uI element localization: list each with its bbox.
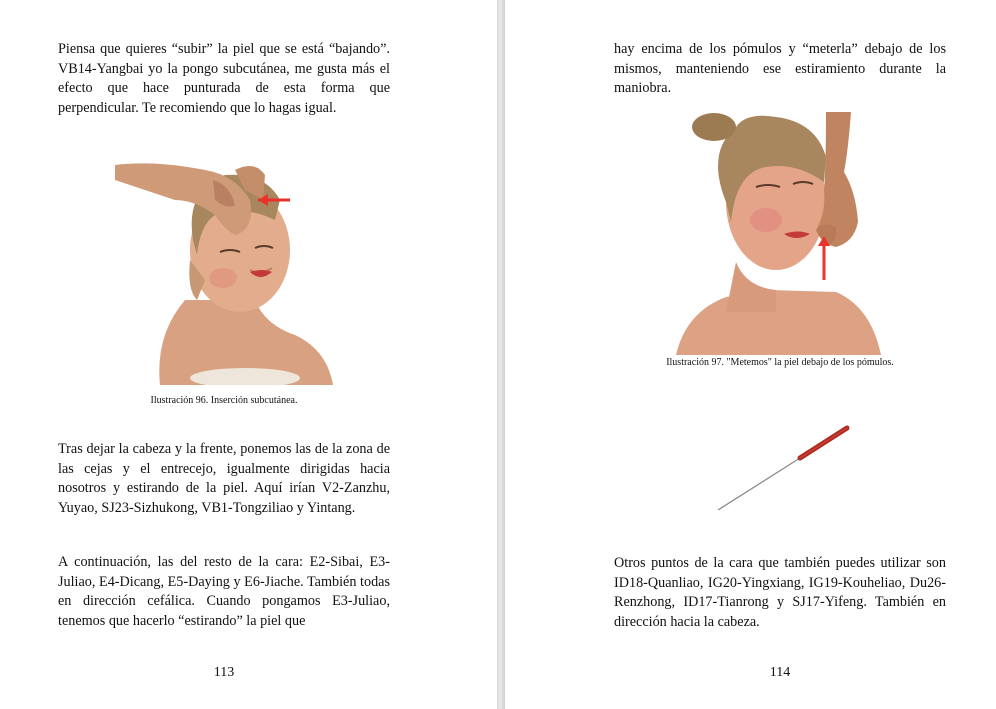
page-number-left: 113 — [213, 665, 235, 680]
caption-illustration-96: Ilustración 96. Inserción subcutánea. — [150, 395, 298, 406]
left-paragraph-3: A continuación, las del resto de la cara: E2-Sibai, E3-Juliao, E4-Dicang, E5-Daying y E6-Jiache. También todas en dirección cefálica. Cuando pongamos E3-Juliao, tenemos que hacerlo “estirando” la piel que — [58, 554, 390, 629]
left-paragraph-2: Tras dejar la cabeza y la frente, ponemos las de la zona de las cejas y el entrecejo, igualmente dirigidas hacia nosotros y estirando de la piel. Aquí irían V2-Zanzhu, Yuyao, SJ23-Sizhukong, VB1-Tongziliao y Yintang. — [58, 441, 390, 516]
book-spine — [497, 0, 505, 709]
right-paragraph-2: Otros puntos de la cara que también puedes utilizar son ID18-Quanliao, IG20-Yingxiang, IG19-Kouheliao, Du26-Renzhong, ID17-Tianrong y SJ17-Yifeng. También en dirección hacia la cabeza. — [614, 555, 946, 630]
illustration-96-photo — [115, 160, 333, 385]
caption-illustration-97: Ilustración 97. "Metemos" la piel debajo de los pómulos. — [666, 357, 894, 368]
left-paragraph-1: Piensa que quieres “subir” la piel que se está “bajando”. VB14-Yangbai yo la pongo subcutánea, me gusta más el efecto que hace punturada de esta forma que perpendicular. Te recomiendo que lo hagas igual. — [58, 41, 390, 116]
right-page — [505, 0, 996, 709]
left-page — [0, 0, 497, 709]
page-number-right: 114 — [769, 665, 791, 680]
right-paragraph-1: hay encima de los pómulos y “meterla” debajo de los mismos, manteniendo ese estiramiento durante la maniobra. — [614, 41, 946, 96]
acupuncture-needle-image — [715, 420, 855, 515]
illustration-97-photo — [676, 112, 884, 355]
